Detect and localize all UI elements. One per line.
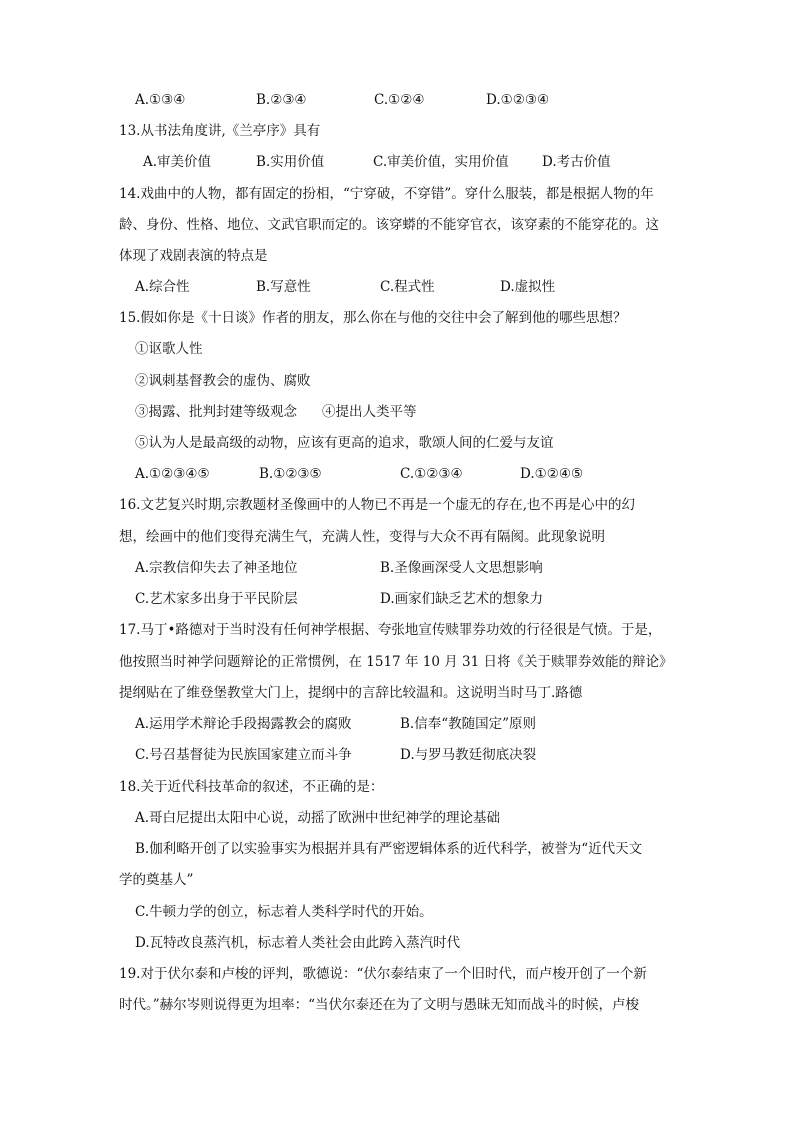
text-line bbox=[0, 306, 794, 330]
text-line bbox=[0, 213, 794, 237]
text-line bbox=[0, 931, 794, 955]
answer-option: ③揭露、批判封建等级观念 bbox=[135, 404, 297, 420]
answer-option: A.审美价值 bbox=[143, 154, 212, 170]
line-text: 18.关于近代科技革命的叙述，不正确的是： bbox=[119, 779, 384, 795]
text-line bbox=[0, 556, 794, 580]
answer-option: C.号召基督徒为民族国家建立而斗争 bbox=[135, 747, 352, 763]
text-line bbox=[0, 493, 794, 517]
line-text: ②讽刺基督教会的虚伪、腐败 bbox=[135, 373, 311, 389]
answer-option: B.②③④ bbox=[256, 92, 307, 108]
line-text: ⑤认为人是最高级的动物，应该有更高的追求，歌颂人间的仁爱与友谊 bbox=[135, 435, 554, 451]
answer-option: C.①②③④ bbox=[400, 466, 463, 482]
answer-option: D.①②③④ bbox=[486, 92, 550, 108]
line-text: C.牛顿力学的创立，标志着人类科学时代的开始。 bbox=[135, 904, 433, 920]
line-text: 16.文艺复兴时期,宗教题材圣像画中的人物已不再是一个虚无的存在,也不再是心中的幻 bbox=[119, 497, 636, 513]
answer-option: C.①②④ bbox=[374, 92, 425, 108]
answer-option: A.①③④ bbox=[135, 92, 186, 108]
answer-option: C.程式性 bbox=[380, 279, 435, 295]
line-text: 想，绘画中的他们变得充满生气，充满人性，变得与大众不再有隔阂。此现象说明 bbox=[119, 529, 605, 545]
text-line bbox=[0, 775, 794, 799]
text-line bbox=[0, 119, 794, 143]
text-line bbox=[0, 806, 794, 830]
line-text: 19.对于伏尔泰和卢梭的评判，歌德说：“伏尔泰结束了一个旧时代，而卢梭开创了一个新 bbox=[119, 966, 647, 982]
answer-option: D.与罗马教廷彻底决裂 bbox=[400, 747, 537, 763]
line-text: 龄、身份、性格、地位、文武官职而定的。该穿蟒的不能穿官衣，该穿素的不能穿花的。这 bbox=[119, 217, 659, 233]
text-line bbox=[0, 275, 794, 299]
line-text: 14.戏曲中的人物，都有固定的扮相，“宁穿破，不穿错”。穿什么服装，都是根据人物的年 bbox=[119, 186, 654, 202]
answer-option: B.①②③⑤ bbox=[259, 466, 322, 482]
text-line bbox=[0, 369, 794, 393]
answer-option: D.画家们缺乏艺术的想象力 bbox=[380, 591, 544, 607]
text-line bbox=[0, 743, 794, 767]
answer-option: D.考古价值 bbox=[542, 154, 611, 170]
line-text: 13.从书法角度讲,《兰亭序》具有 bbox=[119, 123, 321, 139]
answer-option: C.艺术家多出身于平民阶层 bbox=[135, 591, 298, 607]
text-line bbox=[0, 650, 794, 674]
answer-option: A.①②③④⑤ bbox=[135, 466, 210, 482]
answer-option: B.圣像画深受人文思想影响 bbox=[380, 560, 543, 576]
line-text: A.哥白尼提出太阳中心说，动摇了欧洲中世纪神学的理论基础 bbox=[135, 810, 501, 826]
line-text: 他按照当时神学问题辩论的正常惯例，在 1517 年 10 月 31 日将《关于赎罪券效能的辩论》 bbox=[119, 654, 673, 670]
answer-option: A.综合性 bbox=[135, 279, 190, 295]
line-text: 体现了戏剧表演的特点是 bbox=[119, 248, 268, 264]
text-line bbox=[0, 618, 794, 642]
text-line bbox=[0, 462, 794, 486]
text-line bbox=[0, 431, 794, 455]
line-text: 提纲贴在了维登堡教堂大门上，提纲中的言辞比较温和。这说明当时马丁.路德 bbox=[119, 685, 583, 701]
line-text: 时代。”赫尔岑则说得更为坦率：“当伏尔泰还在为了文明与愚昧无知而战斗的时候，卢梭 bbox=[119, 997, 640, 1013]
answer-option: B.写意性 bbox=[256, 279, 311, 295]
line-text: 学的奠基人” bbox=[119, 872, 194, 888]
text-line bbox=[0, 150, 794, 174]
line-text: ①讴歌人性 bbox=[135, 341, 203, 357]
answer-option: D.①②④⑤ bbox=[520, 466, 584, 482]
text-line bbox=[0, 993, 794, 1017]
line-text: 15.假如你是《十日谈》作者的朋友，那么你在与他的交往中会了解到他的哪些思想？ bbox=[119, 310, 627, 326]
line-text: B.伽利略开创了以实验事实为根据并具有严密逻辑体系的近代科学，被誉为“近代天文 bbox=[135, 841, 643, 857]
line-text: D.瓦特改良蒸汽机，标志着人类社会由此跨入蒸汽时代 bbox=[135, 935, 461, 951]
text-line bbox=[0, 900, 794, 924]
answer-option: A.宗教信仰失去了神圣地位 bbox=[135, 560, 298, 576]
text-line bbox=[0, 868, 794, 892]
answer-option: D.虚拟性 bbox=[500, 279, 556, 295]
line-text: 17.马丁•路德对于当时没有任何神学根据、夸张地宣传赎罪券功效的行径很是气愤。于是， bbox=[119, 622, 662, 638]
text-line bbox=[0, 525, 794, 549]
answer-option: C.审美价值，实用价值 bbox=[373, 154, 509, 170]
answer-option: A.运用学术辩论手段揭露教会的腐败 bbox=[135, 716, 352, 732]
text-line bbox=[0, 712, 794, 736]
text-line bbox=[0, 337, 794, 361]
text-line bbox=[0, 962, 794, 986]
text-line bbox=[0, 400, 794, 424]
text-line bbox=[0, 681, 794, 705]
text-line bbox=[0, 244, 794, 268]
text-line bbox=[0, 837, 794, 861]
text-line bbox=[0, 88, 794, 112]
answer-option: B.信奉“教随国定”原则 bbox=[400, 716, 537, 732]
answer-option: B.实用价值 bbox=[256, 154, 325, 170]
text-line bbox=[0, 587, 794, 611]
answer-option: ④提出人类平等 bbox=[322, 404, 417, 420]
text-line bbox=[0, 182, 794, 206]
